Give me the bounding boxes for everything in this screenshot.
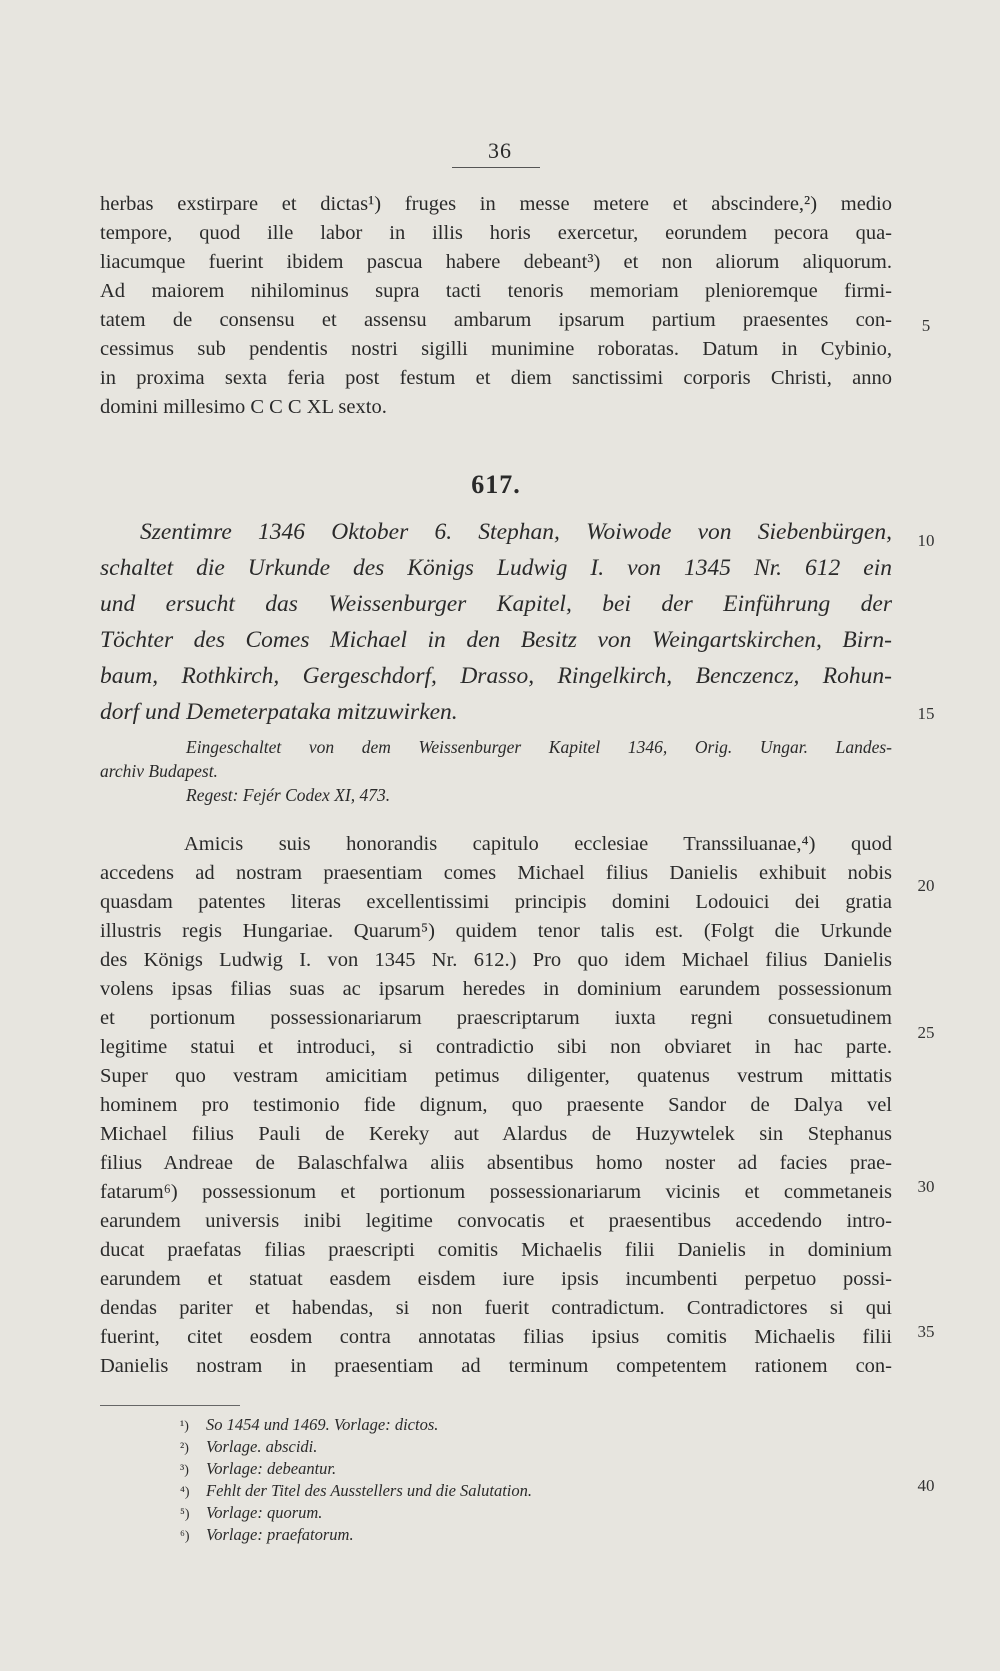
footnote-mark: ⁴) [180, 1485, 190, 1500]
footnote-text: Vorlage: quorum. [206, 1503, 323, 1522]
source-line: archiv Budapest. [100, 761, 218, 781]
body-line: quasdam patentes literas excellentissimi principis domini Lodouici dei gratia [100, 891, 892, 913]
footnote [180, 1436, 740, 1458]
footnote-mark: ³) [180, 1463, 189, 1478]
text-line: domini millesimo C C C XL sexto. [100, 396, 387, 418]
text-line: liacumque fuerint ibidem pascua habere debeant³) et non aliorum aliquorum. [100, 251, 892, 273]
body-line: Amicis suis honorandis capitulo ecclesiae Transsiluanae,⁴) quod [184, 833, 892, 855]
page-number: 36 [488, 138, 512, 163]
footnote-text: Vorlage. abscidi. [206, 1437, 318, 1456]
margin-line-number: 5 [921, 316, 931, 335]
source-note [100, 735, 892, 807]
margin-line-number: 20 [917, 876, 935, 895]
charter-summary [100, 514, 892, 730]
text-line: tatem de consensu et assensu ambarum ipsarum partium praesentes con- [100, 309, 892, 331]
summary-line: und ersucht das Weissenburger Kapitel, bei der Einführung der [100, 591, 892, 617]
body-line: Michael filius Pauli de Kereky aut Alardus de Huzywtelek sin Stephanus [100, 1123, 892, 1145]
body-line: fuerint, citet eosdem contra annotatas filias ipsius comitis Michaelis filii [100, 1326, 892, 1348]
body-line: earundem et statuat easdem eisdem iure ipsis incumbenti perpetuo possi- [100, 1268, 892, 1290]
margin-line-number: 30 [917, 1177, 935, 1196]
footnote-text: Vorlage: praefatorum. [206, 1525, 354, 1544]
charter-body [100, 830, 892, 1381]
body-line: fatarum⁶) possessionum et portionum possessionariarum vicinis et commetaneis [100, 1181, 892, 1203]
margin-line-number: 15 [917, 704, 935, 723]
intro-paragraph [100, 190, 892, 422]
body-line: accedens ad nostram praesentiam comes Michael filius Danielis exhibuit nobis [100, 862, 892, 884]
footnote-text: Fehlt der Titel des Ausstellers und die Salutation. [206, 1481, 533, 1500]
body-line: ducat praefatas filias praescripti comitis Michaelis filii Danielis in dominium [100, 1239, 892, 1261]
footnotes [180, 1414, 740, 1546]
footnote [180, 1414, 740, 1436]
text-line: in proxima sexta feria post festum et diem sanctissimi corporis Christi, anno [100, 367, 892, 389]
body-line: des Königs Ludwig I. von 1345 Nr. 612.) Pro quo idem Michael filius Danielis [100, 949, 892, 971]
footnote-mark: ¹) [180, 1419, 189, 1434]
footnote-mark: ²) [180, 1441, 189, 1456]
source-line: Regest: Fejér Codex XI, 473. [186, 785, 391, 805]
footnote [180, 1458, 740, 1480]
footnote-mark: ⁵) [180, 1507, 190, 1522]
body-line: Super quo vestram amicitiam petimus diligenter, quatenus vestrum mittatis [100, 1065, 892, 1087]
footnote-rule [100, 1405, 240, 1406]
text-line: tempore, quod ille labor in illis horis exercetur, eorundem pecora qua- [100, 222, 892, 244]
text-line: cessimus sub pendentis nostri sigilli munimine roboratas. Datum in Cybinio, [100, 338, 892, 360]
summary-line: schaltet die Urkunde des Königs Ludwig I. von 1345 Nr. 612 ein [100, 555, 892, 581]
body-line: illustris regis Hungariae. Quarum⁵) quidem tenor talis est. (Folgt die Urkunde [100, 920, 892, 942]
body-line: et portionum possessionariarum praescriptarum iuxta regni consuetudinem [100, 1007, 892, 1029]
footnote [180, 1502, 740, 1524]
source-line: Eingeschaltet von dem Weissenburger Kapitel 1346, Orig. Ungar. Landes- [186, 737, 892, 757]
body-line: volens ipsas filias suas ac ipsarum heredes in dominium earundem possessionum [100, 978, 892, 1000]
margin-line-number: 25 [917, 1023, 935, 1042]
text-line: Ad maiorem nihilominus supra tacti tenoris memoriam plenioremque firmi- [100, 280, 892, 302]
body-line: legitime statui et introduci, si contradictio sibi non obviaret in hac parte. [100, 1036, 892, 1058]
body-line: dendas pariter et habendas, si non fuerit contradictum. Contradictores si qui [100, 1297, 892, 1319]
margin-line-number: 40 [917, 1476, 935, 1495]
summary-line: baum, Rothkirch, Gergeschdorf, Drasso, Ringelkirch, Benczencz, Rohun- [100, 663, 892, 689]
margin-line-number: 35 [917, 1322, 935, 1341]
body-line: hominem pro testimonio fide dignum, quo praesente Sandor de Dalya vel [100, 1094, 892, 1116]
body-line: earundem universis inibi legitime convocatis et praesentibus accedendo intro- [100, 1210, 892, 1232]
footnote-text: Vorlage: debeantur. [206, 1459, 337, 1478]
summary-line: dorf und Demeterpataka mitzuwirken. [100, 699, 458, 725]
text-line: herbas exstirpare et dictas¹) fruges in messe metere et abscindere,²) medio [100, 193, 892, 215]
page-number-rule [452, 167, 540, 168]
footnote [180, 1480, 740, 1502]
body-line: filius Andreae de Balaschfalwa aliis absentibus homo noster ad facies prae- [100, 1152, 892, 1174]
footnote [180, 1524, 740, 1546]
summary-line: Töchter des Comes Michael in den Besitz von Weingartskirchen, Birn- [100, 627, 892, 653]
charter-number: 617. [471, 470, 521, 499]
footnote-text: So 1454 und 1469. Vorlage: dictos. [206, 1415, 439, 1434]
footnote-mark: ⁶) [180, 1529, 190, 1544]
margin-line-number: 10 [917, 531, 935, 550]
body-line: Danielis nostram in praesentiam ad terminum competentem rationem con- [100, 1355, 892, 1377]
summary-line: Szentimre 1346 Oktober 6. Stephan, Woiwode von Siebenbürgen, [140, 519, 892, 545]
